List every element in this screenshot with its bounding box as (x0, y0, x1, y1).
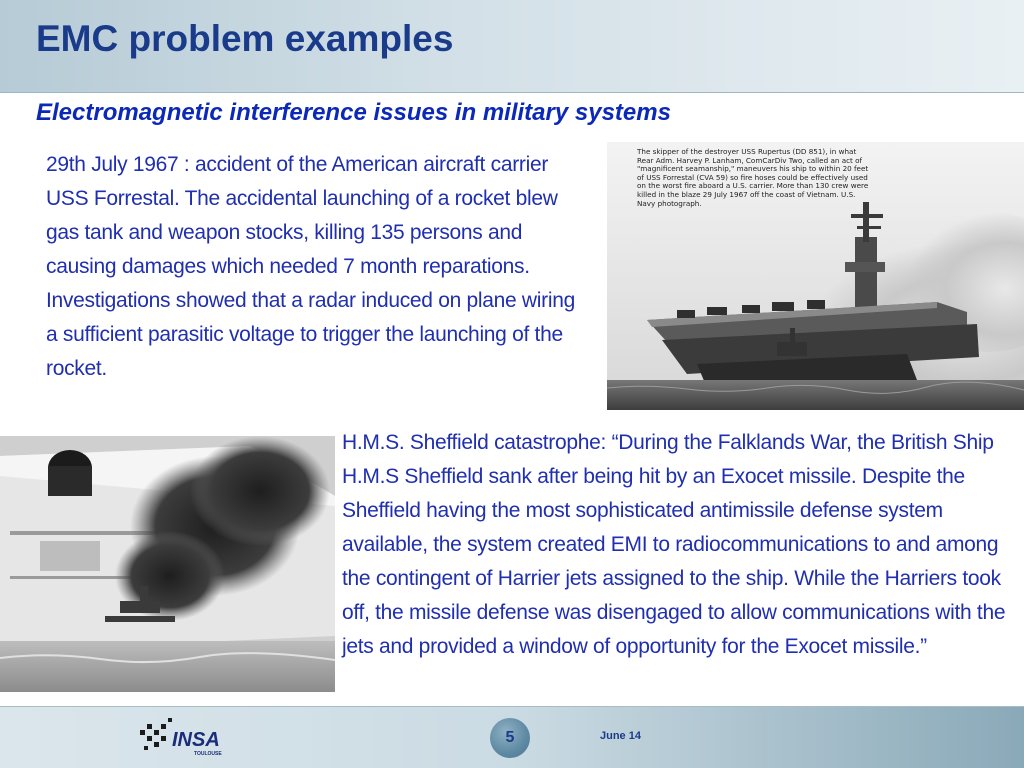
forrestal-fire-photo (607, 142, 1024, 410)
logo-wordmark: INSA (172, 729, 220, 751)
caption-line: "magnificent seamanship," maneuvers his ship to within 20 feet (637, 164, 869, 174)
caption-line: on the worst fire aboard a U.S. carrier. More than 130 crew were (637, 181, 869, 191)
caption-line: Rear Adm. Harvey P. Lanham, ComCarDiv Two, called an act of (637, 155, 863, 165)
sheffield-photo-drawing (0, 436, 335, 692)
slide-subtitle: Electromagnetic interference issues in military systems (36, 99, 671, 126)
caption-line: of USS Forrestal (CVA 59) so fire hoses could be effectively used (637, 172, 868, 182)
footer-date: June 14 (600, 730, 641, 742)
caption-line: The skipper of the destroyer USS Rupertus (DD 851), in what (637, 147, 857, 156)
caption-line: Navy photograph. (637, 198, 702, 208)
logo-subtext: TOULOUSE (194, 751, 222, 757)
page-number-badge: 5 (490, 718, 530, 758)
forrestal-photo-caption (637, 148, 887, 208)
header-band (0, 0, 1024, 93)
sheffield-fire-photo (0, 436, 335, 692)
caption-line: killed in the blaze 29 July 1967 off the coast of Vietnam. U.S. (637, 189, 856, 199)
sheffield-paragraph: H.M.S. Sheffield catastrophe: “During the Falklands War, the British Ship H.M.S Sheffield sank after being hit by an Exocet missile. Despite the Sheffield having the most sophisticated antimissile defense system available, the system created EMI to radiocommunications to and among the contingent of Harrier jets assigned to the ship. While the Harriers took off, the missile defense was disengaged to allow communications with the jets and provided a window of opportunity for the Exocet missile.” (342, 431, 1006, 658)
slide-title: EMC problem examples (36, 18, 454, 59)
logo-pixel-mark (140, 718, 172, 750)
forrestal-paragraph: 29th July 1967 : accident of the American aircraft carrier USS Forrestal. The accidental launching of a rocket blew gas tank and weapon stocks, killing 135 persons and causing damages which needed 7 month reparations. Investigations showed that a radar induced on plane wiring a sufficient parasitic voltage to trigger the launching of the rocket. (46, 153, 575, 380)
insa-logo (138, 712, 238, 762)
